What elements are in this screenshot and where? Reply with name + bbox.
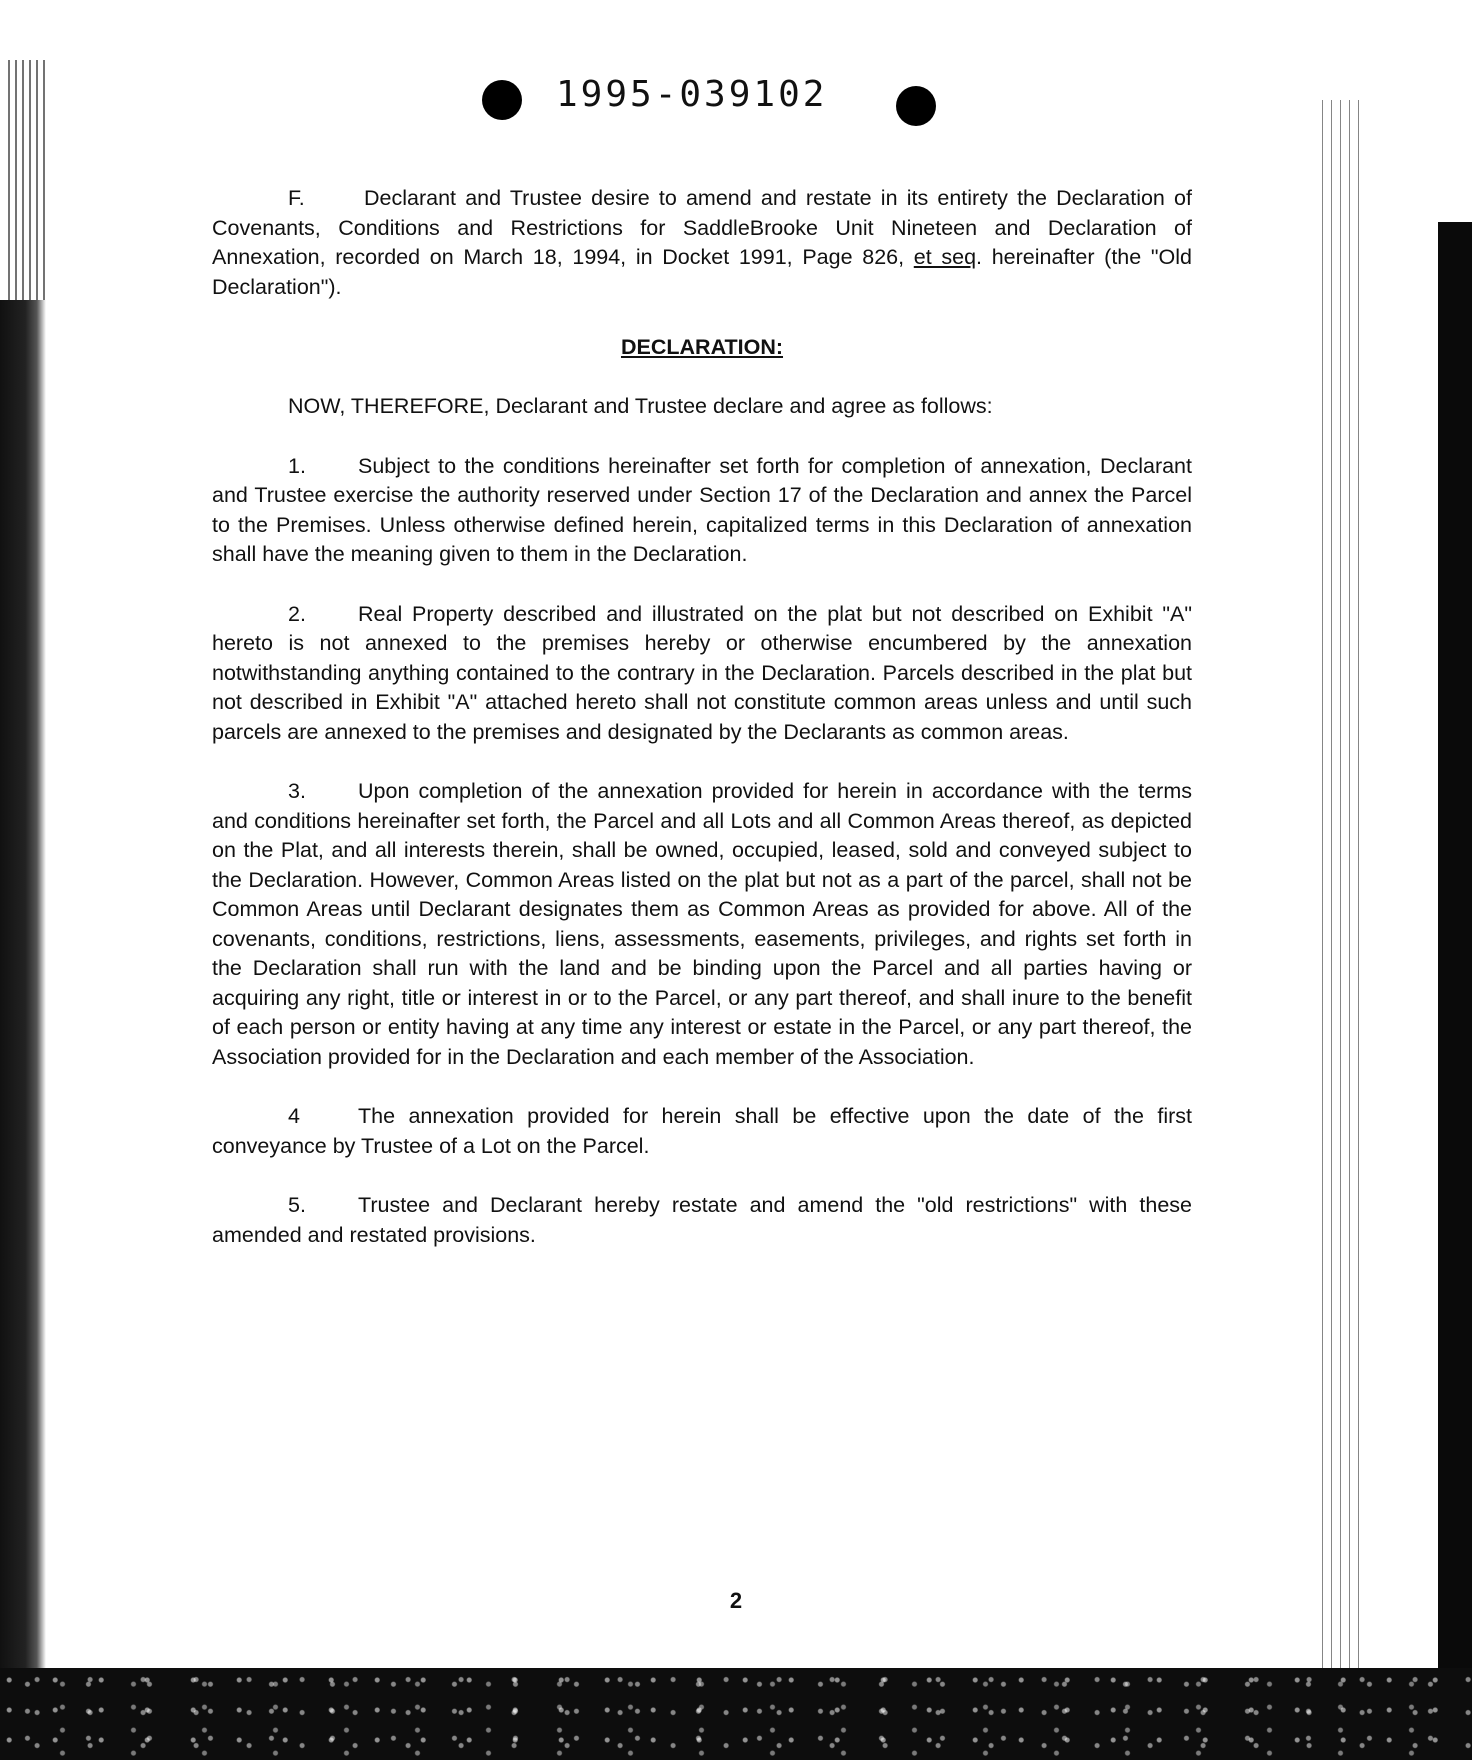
preamble: NOW, THEREFORE, Declarant and Trustee declare and agree as follows: — [288, 394, 993, 418]
section-4-number: 4 — [288, 1104, 300, 1128]
section-5-number: 5. — [288, 1193, 306, 1217]
section-4-text: The annexation provided for herein shall be effective upon the date of the first conveyance by Trustee of a Lot on the Parcel. — [212, 1104, 1192, 1158]
paragraph-f-et-seq: et seq — [913, 245, 977, 269]
document-header — [0, 74, 1472, 124]
scan-noise-bottom — [0, 1668, 1472, 1760]
punch-hole-left — [482, 80, 522, 120]
page-number: 2 — [729, 1588, 743, 1613]
section-1-text: Subject to the conditions hereinafter set forth for completion of annexation, Declarant and Trustee exercise the authority reserved under Section 17 of the Declaration and annex the Parcel to the Premises. Unless otherwise defined herein, capitalized terms in this Declaration of annexation shall have the meaning given to them in the Declaration. — [212, 453, 1192, 566]
paragraph-f-label: F. — [288, 186, 305, 210]
declaration-heading: DECLARATION: — [620, 335, 784, 359]
scan-border-right — [1438, 222, 1472, 1760]
paragraph-f — [212, 184, 1192, 302]
section-3-text: Upon completion of the annexation provided for herein in accordance with the terms and conditions hereinafter set forth, the Parcel and all Lots and all Common Areas thereof, as depicted on the Plat, and all interests therein, shall be owned, occupied, leased, sold and conveyed subject to the Declaration. However, Common Areas listed on the plat but not as a part of the parcel, shall not be Common Areas until Declarant designates them as Common Areas as provided for above. All of the covenants, conditions, restrictions, liens, assessments, easements, privileges, and rights set forth in the Declaration shall run with the land and be binding upon the Parcel and all parties having or acquiring any right, title or interest in or to the Parcel, or any part thereof, and shall inure to the benefit of each person or entity having at any time any interest or estate in the Parcel, or any part thereof, the Association provided for in the Declaration and each member of the Association. — [212, 779, 1192, 1069]
section-1-number: 1. — [288, 453, 306, 478]
scan-border-left — [0, 300, 46, 1760]
scan-streaks-right — [1322, 100, 1362, 1690]
section-4 — [212, 1102, 1192, 1161]
paragraph-f-text-a: Declarant and Trustee desire to amend and restate in its entirety the Declaration of Covenants, Conditions and Restrictions for SaddleBrooke Unit Nineteen and Declaration of Annexation, recorded on March 18, 1994, in Docket 1991, Page 826, — [212, 186, 1192, 269]
section-1 — [212, 452, 1192, 570]
section-2-text: Real Property described and illustrated on the plat but not described on Exhibit "A" hereto is not annexed to the premises hereby or otherwise encumbered by the annexation notwithstanding anything contained to the contrary in the Declaration. Parcels described in the plat but not described in Exhibit "A" attached hereto shall not constitute common areas unless and until such parcels are annexed to the premises and designated by the Declarants as common areas. — [212, 601, 1192, 744]
section-3 — [212, 777, 1192, 1072]
section-5 — [212, 1191, 1192, 1250]
section-2-number: 2. — [288, 601, 306, 626]
paragraph-f-text-b: . hereinafter (the "Old Declaration"). — [212, 245, 1192, 299]
section-3-number: 3. — [288, 779, 306, 803]
document-body — [212, 184, 1192, 1250]
section-5-text: Trustee and Declarant hereby restate and amend the "old restrictions" with these amended and restated provisions. — [212, 1193, 1192, 1247]
punch-hole-right — [896, 86, 936, 126]
recording-number: 1995-039102 — [556, 74, 828, 115]
section-2 — [212, 600, 1192, 748]
